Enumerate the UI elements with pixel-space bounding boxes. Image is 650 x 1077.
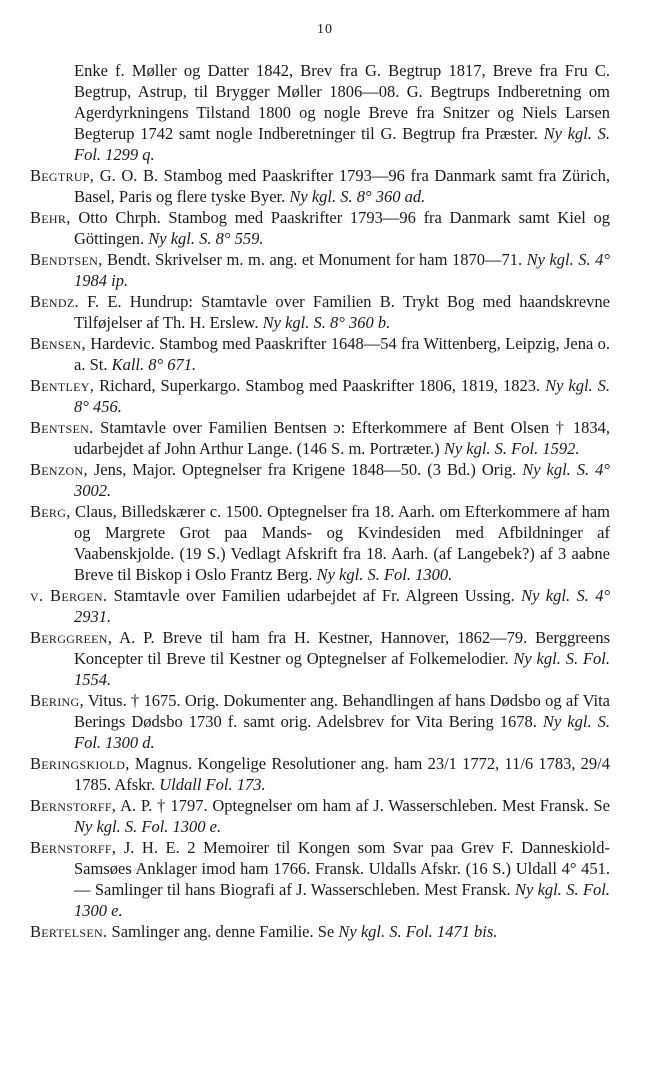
catalog-entry: [30, 837, 610, 921]
catalog-entry: [30, 627, 610, 690]
entry-text: Vitus. † 1675. Orig. Dokumenter ang. Behandlingen af hans Dødsbo og af Vita Berings Dødsbo 1730 f. samt orig. Adelsbrev for Vita Bering 1678.: [74, 691, 610, 731]
entry-heading: Benzon,: [30, 460, 88, 479]
entry-shelfmark: Ny kgl. S. 8° 360 b.: [262, 313, 391, 332]
entry-text: J. H. E. 2 Memoirer til Kongen som Svar paa Grev F. Danneskiold-Samsøes Anklager imod ham 1766. Fransk. Uldalls Afskr. (16 S.) Uldall 4° 451. — Samlinger til hans Biografi af J. Wasserschleben. Mest Fransk.: [74, 838, 610, 899]
entry-heading: Bentley,: [30, 376, 95, 395]
entry-text: Claus, Billedskærer c. 1500. Optegnelser fra 18. Aarh. om Efterkommere af ham og Margrete Grot paa Mands- og Kvindesiden med Afbildninger af Vaabenskjolde. (19 S.) Vedlagt Afskrift fra 18. Aarh. (af Langebek?) af 3 aabne Breve til Biskop i Oslo Frantz Berg.: [74, 502, 610, 584]
entry-shelfmark: Ny kgl. S. 4° 2931.: [74, 586, 611, 626]
catalog-entry: [30, 690, 610, 753]
entry-shelfmark: Ny kgl. S. Fol. 1554.: [74, 649, 611, 689]
catalog-entry: [30, 165, 610, 207]
catalog-entry: [30, 249, 610, 291]
entry-shelfmark: Ny kgl. S. Fol. 1471 bis.: [338, 922, 498, 941]
entry-heading: Bensen,: [30, 334, 86, 353]
catalog-entry: [30, 585, 610, 627]
entry-heading: Beringskiold,: [30, 754, 130, 773]
entry-heading: Berggreen,: [30, 628, 113, 647]
entry-text: Samlinger ang. denne Familie. Se: [111, 922, 335, 941]
entry-heading: Behr,: [30, 208, 71, 227]
catalog-entry: [30, 207, 610, 249]
entry-shelfmark: Ny kgl. S. Fol. 1592.: [443, 439, 580, 458]
entry-text: G. O. B. Stambog med Paaskrifter 1793—96 fra Danmark samt fra Zürich, Basel, Paris og flere tyske Byer.: [74, 166, 610, 206]
entry-shelfmark: Ny kgl. S. Fol. 1300 d.: [74, 712, 610, 752]
entry-text: Stamtavle over Familien Bentsen ɔ: Efterkommere af Bent Olsen † 1834, udarbejdet af John Arthur Lange. (146 S. m. Portræter.): [74, 418, 611, 458]
entry-shelfmark: Ny kgl. S. Fol. 1300.: [316, 565, 453, 584]
entry-heading: Bentsen.: [30, 418, 94, 437]
catalog-entry: [30, 501, 610, 585]
catalog-entry: [30, 291, 610, 333]
entry-heading: v. Bergen.: [30, 586, 108, 605]
entry-text: Hardevic. Stambog med Paaskrifter 1648—54 fra Wittenberg, Leipzig, Jena o. a. St.: [74, 334, 611, 374]
catalog-entry: [30, 795, 610, 837]
catalog-entry: [30, 333, 610, 375]
entry-text: F. E. Hundrup: Stamtavle over Familien B. Trykt Bog med haandskrevne Tilføjelser af Th. H. Erslew.: [74, 292, 610, 332]
page-number: 10: [317, 22, 333, 37]
catalog-entry: [30, 60, 610, 165]
entry-shelfmark: Ny kgl. S. Fol. 1300 e.: [74, 817, 222, 836]
entry-list: [30, 60, 610, 942]
entry-shelfmark: Uldall Fol. 173.: [159, 775, 266, 794]
entry-shelfmark: Kall. 8° 671.: [111, 355, 197, 374]
catalog-entry: [30, 459, 610, 501]
entry-shelfmark: Ny kgl. S. 8° 360 ad.: [289, 187, 426, 206]
entry-text: Stamtavle over Familien udarbejdet af Fr. Algreen Ussing.: [113, 586, 515, 605]
entry-heading: Bering,: [30, 691, 84, 710]
entry-text: Bendt. Skrivelser m. m. ang. et Monument for ham 1870—71.: [107, 250, 523, 269]
catalog-entry: [30, 417, 610, 459]
entry-shelfmark: Ny kgl. S. 8° 559.: [148, 229, 264, 248]
entry-text: A. P. † 1797. Optegnelser om ham af J. Wasserschleben. Mest Fransk. Se: [120, 796, 611, 815]
entry-heading: Bernstorff,: [30, 796, 117, 815]
entry-heading: Bendz.: [30, 292, 79, 311]
entry-heading: Bendtsen,: [30, 250, 103, 269]
catalog-entry: [30, 753, 610, 795]
entry-shelfmark: Ny kgl. S. Fol. 1300 e.: [74, 880, 610, 920]
entry-shelfmark: Ny kgl. S. 4° 1984 ip.: [74, 250, 611, 290]
catalog-entry: [30, 375, 610, 417]
entry-heading: Begtrup,: [30, 166, 95, 185]
catalog-entry: [30, 921, 610, 942]
entry-text: Otto Chrph. Stambog med Paaskrifter 1793—96 fra Danmark samt Kiel og Göttingen.: [74, 208, 611, 248]
entry-text: Richard, Superkargo. Stambog med Paaskrifter 1806, 1819, 1823.: [99, 376, 541, 395]
entry-shelfmark: Ny kgl. S. Fol. 1299 q.: [74, 124, 610, 164]
entry-text: Jens, Major. Optegnelser fra Krigene 1848—50. (3 Bd.) Orig.: [93, 460, 517, 479]
entry-text: Magnus. Kongelige Resolutioner ang. ham 23/1 1772, 11/6 1783, 29/4 1785. Afskr.: [74, 754, 611, 794]
entry-text: Enke f. Møller og Datter 1842, Brev fra G. Begtrup 1817, Breve fra Fru C. Begtrup, Astrup, til Brygger Møller 1806—08. G. Begtrups Indberetning om Agerdyrkningens Tilstand 1800 og nogle Breve fra Snitzer og Niels Larsen Begterup 1742 samt nogle Indberetninger til G. Begtrup fra Præster.: [74, 61, 610, 143]
entry-shelfmark: Ny kgl. S. 4° 3002.: [74, 460, 611, 500]
entry-heading: Bernstorff,: [30, 838, 117, 857]
entry-heading: Berg,: [30, 502, 71, 521]
entry-shelfmark: Ny kgl. S. 8° 456.: [74, 376, 610, 416]
entry-heading: Bertelsen.: [30, 922, 108, 941]
entry-text: A. P. Breve til ham fra H. Kestner, Hannover, 1862—79. Berggreens Koncepter til Breve til Kestner og Optegnelser af Folkemelodier.: [74, 628, 611, 668]
